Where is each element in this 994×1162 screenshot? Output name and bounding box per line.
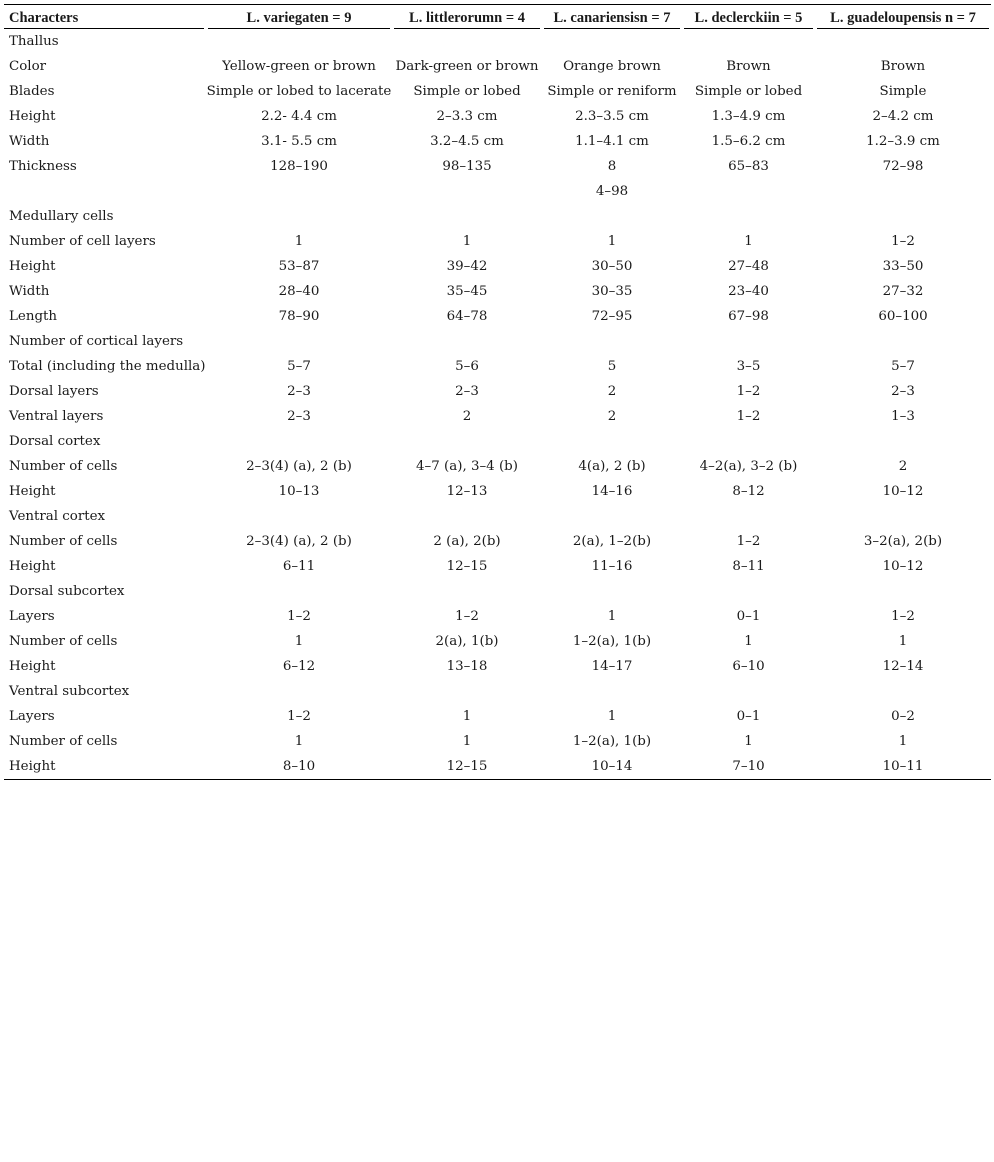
table-cell: 2–3(4) (a), 2 (b) [246,459,352,474]
table-cell: 33–50 [882,259,924,274]
table-row [4,254,991,279]
table-cell: 2(a), 1–2(b) [572,534,652,549]
table-cell [542,204,682,229]
table-row [4,554,991,579]
table-cell: 10–12 [882,559,924,574]
table-cell: 6–10 [732,659,765,674]
table-cell [682,429,815,454]
table-cell: 5 [607,359,617,374]
row-label: Layers [9,709,55,724]
row-label: Height [9,659,56,674]
table-cell: 128–190 [270,159,328,174]
table-cell: 3.2–4.5 cm [430,134,504,149]
table-cell: 72–95 [591,309,633,324]
table-cell [815,679,991,704]
table-cell: 2–3 [287,384,311,399]
table-cell [206,329,392,354]
table-cell: Simple [879,84,927,99]
table-cell: 1 [607,609,617,624]
table-row [4,304,991,329]
table-cell: Simple or lobed to lacerate [206,84,392,99]
column-header-species-5 [815,4,991,29]
table-cell: Simple or lobed [694,84,803,99]
table-cell: 2 (a), 2(b) [433,534,501,549]
table-cell [542,329,682,354]
table-cell: 28–40 [278,284,320,299]
table-row [4,754,991,780]
table-row [4,579,991,604]
row-label: Medullary cells [9,209,114,224]
table-cell [392,579,542,604]
table-row [4,279,991,304]
table-row [4,504,991,529]
table-row [4,104,991,129]
table-cell [542,429,682,454]
table-cell: 4–7 (a), 3–4 (b) [416,459,518,474]
table-cell: 12–15 [392,754,542,780]
table-cell: 1–3 [891,409,915,424]
column-header-species-1 [206,4,392,29]
table-cell: 1 [607,709,617,724]
table-cell: 1–2(a), 1(b) [572,634,652,649]
table-cell: 2–3 [455,384,479,399]
table-row [4,454,991,479]
table-row [4,154,991,179]
table-cell [815,329,991,354]
table-cell: 10–11 [815,754,991,780]
table-cell: 2–4.2 cm [872,109,934,124]
column-header-label: L. variegaten = 9 [208,5,390,29]
table-cell: 1 [294,734,304,749]
table-cell: Brown [726,59,771,74]
row-label: Number of cells [9,459,118,474]
table-cell: 2–3.3 cm [436,109,498,124]
table-cell: 27–32 [882,284,924,299]
table-cell [542,679,682,704]
table-cell [206,429,392,454]
table-cell: 1 [607,234,617,249]
table-cell: 6–12 [282,659,316,674]
table-row [4,629,991,654]
table-cell [392,429,542,454]
table-cell: 1–2 [736,409,761,424]
table-cell: 35–45 [446,284,488,299]
header-row [4,4,991,29]
table-cell: 14–17 [591,659,633,674]
row-label: Width [9,284,50,299]
row-label: Blades [9,84,55,99]
table-cell: Simple or reniform [547,84,677,99]
table-row [4,529,991,554]
row-label: Layers [9,609,55,624]
table-cell: 1–2 [287,609,311,624]
table-cell: 8–10 [206,754,392,780]
row-label: Number of cell layers [9,234,156,249]
table-row [4,679,991,704]
table-row [4,79,991,104]
table-cell: 2(a), 1(b) [435,634,499,649]
table-cell [682,179,815,204]
table-cell [815,504,991,529]
table-cell: 1–2 [891,609,915,624]
table-row [4,704,991,729]
table-cell: 11–16 [591,559,633,574]
column-header-label: L. littlerorumn = 4 [394,5,540,29]
table-cell: Orange brown [563,59,661,74]
table-cell: 1.2–3.9 cm [866,134,940,149]
table-cell [682,679,815,704]
table-cell [392,679,542,704]
table-cell: 1–2 [455,609,479,624]
row-label [4,179,206,204]
table-cell: 1–2 [891,234,915,249]
table-cell [206,504,392,529]
table-cell: 3.1- 5.5 cm [261,134,337,149]
table-cell: 0–1 [736,609,761,624]
table-row [4,129,991,154]
table-row [4,404,991,429]
column-header-label: L. canariensisn = 7 [544,5,680,29]
table-cell: 4–98 [595,184,629,199]
table-row [4,179,991,204]
table-body [4,29,991,780]
table-cell [815,29,991,54]
table-cell: 1.1–4.1 cm [575,134,649,149]
table-cell: 3–5 [736,359,761,374]
table-row [4,379,991,404]
table-cell: 2–3 [287,409,311,424]
table-cell: 1.3–4.9 cm [711,109,786,124]
table-cell: 10–13 [278,484,320,499]
table-cell: 10–12 [882,484,924,499]
table-cell: 1 [462,709,472,724]
table-cell [206,29,392,54]
table-cell: 1 [744,734,753,749]
row-label: Width [9,134,50,149]
column-header-label: L. guadeloupensis n = 7 [817,5,989,29]
table-cell: 1–2 [736,384,761,399]
table-cell: 2 [607,409,617,424]
table-cell: 0–1 [736,709,761,724]
table-cell: 1–2 [287,709,311,724]
row-label: Height [4,754,206,780]
table-row [4,354,991,379]
table-cell: 2–3(4) (a), 2 (b) [246,534,352,549]
row-label: Thickness [9,159,77,174]
table-cell: 10–14 [542,754,682,780]
table-row [4,654,991,679]
table-cell [392,179,542,204]
table-container [4,4,991,780]
table-cell: 23–40 [728,284,769,299]
table-cell: 2 [462,409,472,424]
table-cell: 4(a), 2 (b) [578,459,646,474]
table-cell [542,29,682,54]
table-cell: 4–2(a), 3–2 (b) [699,459,798,474]
row-label: Height [9,259,56,274]
table-cell [542,579,682,604]
table-cell [815,579,991,604]
row-label: Thallus [9,34,59,49]
table-cell: 1 [462,734,472,749]
table-cell [815,429,991,454]
table-cell: 1 [898,734,908,749]
table-cell: 1.5–6.2 cm [711,134,786,149]
characters-table [4,4,991,780]
table-cell [682,504,815,529]
table-row [4,54,991,79]
table-cell [392,29,542,54]
column-header-label: L. declerckiin = 5 [684,5,813,29]
table-cell [206,204,392,229]
table-cell: 12–15 [446,559,488,574]
table-cell: 0–2 [891,709,915,724]
table-cell: 6–11 [282,559,316,574]
row-label: Number of cortical layers [9,334,184,349]
table-cell: 8–12 [732,484,765,499]
table-cell: 2 [898,459,908,474]
table-cell [682,204,815,229]
table-row [4,729,991,754]
column-header-characters [4,4,206,29]
row-label: Number of cells [9,634,118,649]
table-cell: 1 [294,634,304,649]
table-row [4,229,991,254]
table-cell: 2–3 [891,384,915,399]
table-cell: 1 [744,234,753,249]
table-cell: 1 [294,234,304,249]
row-label: Dorsal layers [9,384,99,399]
table-row [4,479,991,504]
table-cell: 60–100 [878,309,928,324]
table-cell [682,579,815,604]
table-cell: Brown [880,59,926,74]
table-cell: 1–2 [736,534,761,549]
row-label: Ventral layers [9,409,104,424]
table-cell: 67–98 [728,309,769,324]
table-cell [815,204,991,229]
table-cell [815,179,991,204]
column-header-species-2 [392,4,542,29]
table-cell [682,29,815,54]
table-cell: Dark-green or brown [395,59,539,74]
table-header [4,4,991,29]
table-cell: 72–98 [882,159,924,174]
table-cell: 5–7 [287,359,311,374]
table-cell: 1 [462,234,472,249]
row-label: Ventral cortex [9,509,106,524]
table-cell: 5–7 [891,359,915,374]
row-label: Height [9,484,56,499]
table-row [4,429,991,454]
row-label: Color [9,59,47,74]
table-cell: 30–35 [591,284,633,299]
table-cell: 1–2(a), 1(b) [572,734,652,749]
table-row [4,329,991,354]
row-label: Total (including the medulla) [9,359,206,374]
table-cell: 64–78 [446,309,488,324]
table-cell [206,679,392,704]
table-cell: 65–83 [728,159,769,174]
column-header-label: Characters [4,5,204,29]
table-cell: 98–135 [442,159,492,174]
table-cell: 2.2- 4.4 cm [261,109,337,124]
row-label: Height [9,109,56,124]
table-cell: 2 [607,384,617,399]
table-cell [206,579,392,604]
table-cell: 53–87 [278,259,320,274]
table-cell: 30–50 [591,259,633,274]
column-header-species-3 [542,4,682,29]
table-cell [392,329,542,354]
table-row [4,604,991,629]
table-cell [392,504,542,529]
table-cell: 1 [898,634,908,649]
table-cell [206,179,392,204]
column-header-species-4 [682,4,815,29]
table-cell: 5–6 [455,359,479,374]
table-cell: 3–2(a), 2(b) [863,534,943,549]
table-row [4,29,991,54]
table-cell: 2.3–3.5 cm [575,109,649,124]
table-cell: 39–42 [446,259,488,274]
row-label: Dorsal subcortex [9,584,125,599]
table-cell [392,204,542,229]
table-cell: 12–14 [882,659,924,674]
row-label: Number of cells [9,534,118,549]
table-row [4,204,991,229]
table-cell: 78–90 [278,309,320,324]
table-cell [682,329,815,354]
row-label: Length [9,309,58,324]
row-label: Number of cells [9,734,118,749]
row-label: Height [9,559,56,574]
row-label: Dorsal cortex [9,434,101,449]
table-cell: 8 [607,159,617,174]
table-cell: 13–18 [446,659,488,674]
table-cell: Simple or lobed [413,84,521,99]
row-label: Ventral subcortex [9,684,130,699]
table-cell: 12–13 [446,484,488,499]
table-cell: 27–48 [728,259,769,274]
table-cell: 14–16 [591,484,633,499]
table-cell: 7–10 [682,754,815,780]
table-cell: 8–11 [732,559,765,574]
table-cell: Yellow-green or brown [222,59,376,74]
table-cell [542,504,682,529]
table-cell: 1 [744,634,753,649]
